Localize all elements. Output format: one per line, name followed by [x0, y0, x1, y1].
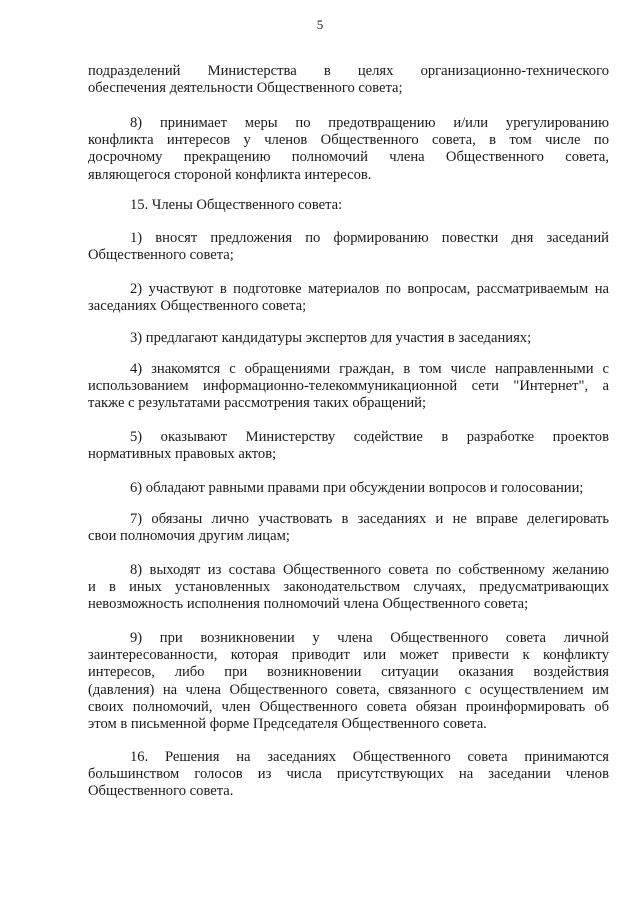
- paragraph-item-8-exit: [88, 562, 609, 614]
- text-line: 1) вносят предложения по формированию повестки дня заседаний: [130, 230, 609, 246]
- text-line: досрочному прекращению полномочий члена Общественного совета,: [88, 149, 609, 166]
- text-line: интересов, либо при возникновении ситуации оказания воздействия: [88, 664, 609, 681]
- text-line: также с результатами рассмотрения таких обращений;: [88, 395, 427, 412]
- paragraph-item-1: [88, 230, 609, 264]
- text-line: Общественного совета.: [88, 783, 234, 800]
- paragraph-item-8-conflict: [88, 115, 609, 184]
- text-line: 16. Решения на заседаниях Общественного совета принимаются: [130, 749, 609, 765]
- text-line: 15. Члены Общественного совета:: [130, 197, 343, 213]
- paragraph-section-16: [88, 749, 609, 801]
- text-line: заинтересованности, которая приводит или может привести к конфликту: [88, 647, 609, 664]
- paragraph-item-9: [88, 630, 609, 733]
- text-line: этом в письменной форме Председателя Общественного совета.: [88, 716, 487, 733]
- text-line: являющегося стороной конфликта интересов.: [88, 166, 372, 183]
- text-line: 3) предлагают кандидатуры экспертов для участия в заседаниях;: [130, 330, 532, 346]
- paragraph-item-4: [88, 361, 609, 413]
- text-line: невозможность исполнения полномочий члена Общественного совета;: [88, 596, 529, 613]
- text-line: свои полномочия другим лицам;: [88, 528, 290, 545]
- text-line: 2) участвуют в подготовке материалов по вопросам, рассматриваемым на: [130, 281, 609, 297]
- paragraph-section-15-heading: [88, 197, 609, 214]
- text-line: 5) оказывают Министерству содействие в разработке проектов: [130, 429, 609, 445]
- text-line: Общественного совета;: [88, 247, 234, 264]
- paragraph-item-6: [88, 480, 609, 497]
- text-line: конфликта интересов у членов Общественного совета, в том числе по: [88, 132, 609, 149]
- text-line: заседаниях Общественного совета;: [88, 298, 307, 315]
- text-line: своих полномочий, член Общественного совета обязан проинформировать об: [88, 698, 609, 715]
- text-line: 4) знакомятся с обращениями граждан, в том числе направленными с: [130, 361, 609, 377]
- paragraph-item-7: [88, 511, 609, 545]
- text-line: 8) принимает меры по предотвращению и/или урегулированию: [130, 115, 609, 131]
- text-line: 7) обязаны лично участвовать в заседаниях и не вправе делегировать: [130, 511, 609, 527]
- text-line: 6) обладают равными правами при обсуждении вопросов и голосовании;: [130, 480, 584, 496]
- text-line: и в иных установленных законодательством случаях, предусматривающих: [88, 579, 609, 596]
- paragraph-item-2: [88, 281, 609, 315]
- text-line: 9) при возникновении у члена Общественного совета личной: [130, 630, 609, 646]
- paragraph-org-support: [88, 63, 609, 97]
- page-number: 5: [316, 17, 324, 32]
- text-line: большинством голосов из числа присутствующих на заседании членов: [88, 766, 609, 783]
- paragraph-item-3: [88, 330, 609, 347]
- text-line: 8) выходят из состава Общественного совета по собственному желанию: [130, 562, 609, 578]
- paragraph-item-5: [88, 429, 609, 463]
- text-line: (давления) на члена Общественного совета, связанного с осуществлением им: [88, 681, 609, 698]
- text-line: использованием информационно-телекоммуникационной сети "Интернет", а: [88, 378, 609, 395]
- text-line: обеспечения деятельности Общественного совета;: [88, 80, 403, 97]
- text-line: подразделений Министерства в целях организационно-технического: [88, 63, 609, 79]
- text-line: нормативных правовых актов;: [88, 446, 277, 463]
